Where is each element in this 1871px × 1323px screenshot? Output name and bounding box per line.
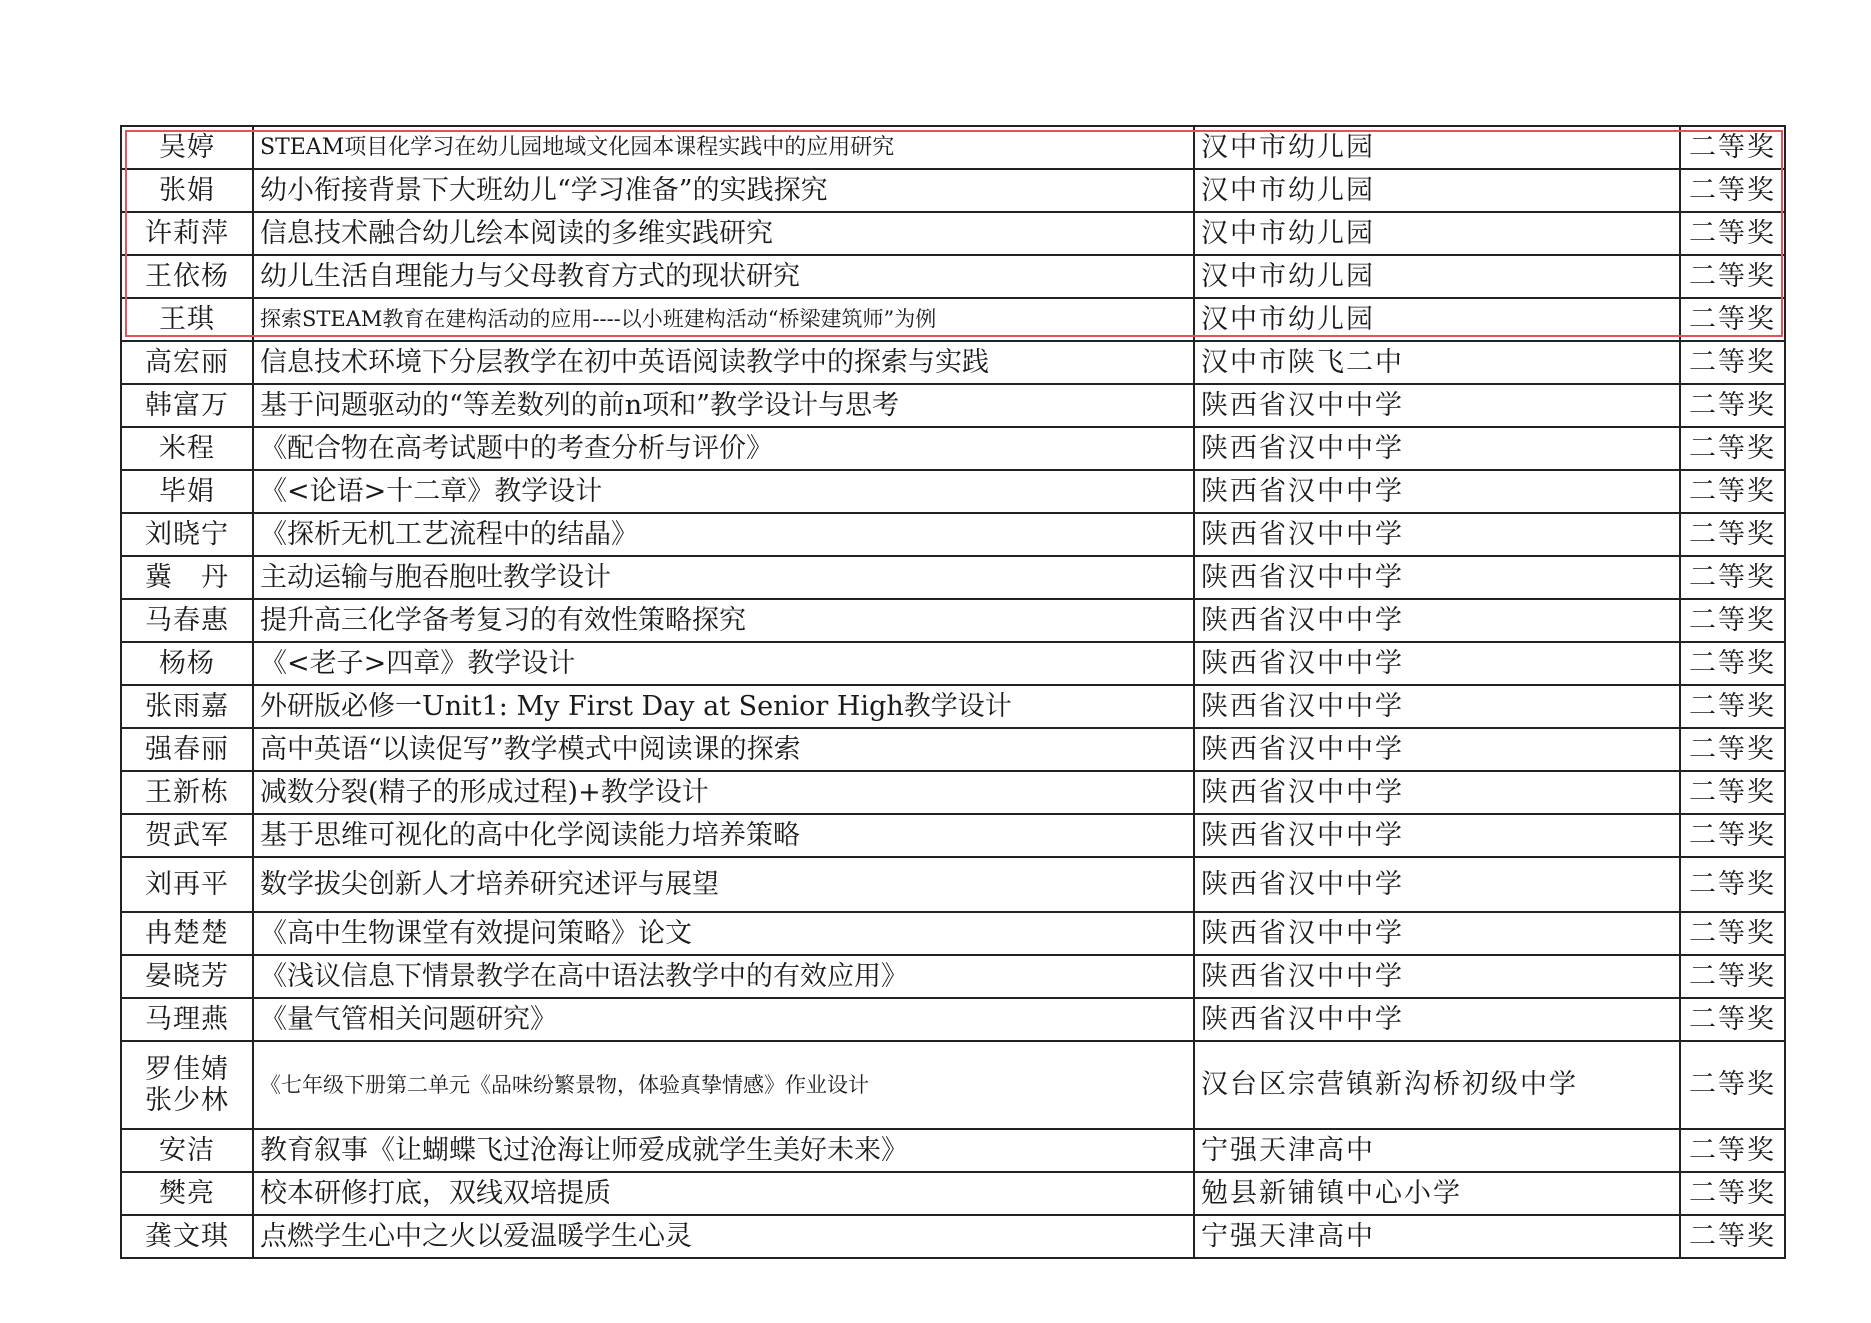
school-cell: 汉中市陕飞二中 bbox=[1194, 341, 1680, 384]
paper-title-cell: 信息技术环境下分层教学在初中英语阅读教学中的探索与实践 bbox=[253, 341, 1194, 384]
author-name: 冉楚楚 bbox=[145, 917, 229, 949]
paper-title-cell: 探索STEAM教育在建构活动的应用----以小班建构活动“桥梁建筑师”为例 bbox=[253, 298, 1194, 341]
school-cell: 陕西省汉中中学 bbox=[1194, 912, 1680, 955]
paper-title-cell: 提升高三化学备考复习的有效性策略探究 bbox=[253, 599, 1194, 642]
paper-title-cell: 《高中生物课堂有效提问策略》论文 bbox=[253, 912, 1194, 955]
name-cell bbox=[121, 126, 253, 169]
author-name: 王琪 bbox=[159, 303, 215, 335]
table-row bbox=[121, 255, 1785, 298]
school-cell: 陕西省汉中中学 bbox=[1194, 857, 1680, 912]
paper-title-cell: 基于问题驱动的“等差数列的前n项和”教学设计与思考 bbox=[253, 384, 1194, 427]
school-cell: 汉台区宗营镇新沟桥初级中学 bbox=[1194, 1041, 1680, 1129]
name-cell bbox=[121, 771, 253, 814]
award-cell: 二等奖 bbox=[1680, 1041, 1785, 1129]
author-name: 晏晓芳 bbox=[145, 960, 229, 992]
award-cell: 二等奖 bbox=[1680, 642, 1785, 685]
author-name: 强春丽 bbox=[145, 733, 229, 765]
award-cell: 二等奖 bbox=[1680, 255, 1785, 298]
name-cell bbox=[121, 255, 253, 298]
school-cell: 宁强天津高中 bbox=[1194, 1215, 1680, 1258]
author-name: 刘再平 bbox=[145, 868, 229, 900]
paper-title-cell: 信息技术融合幼儿绘本阅读的多维实践研究 bbox=[253, 212, 1194, 255]
table-row bbox=[121, 212, 1785, 255]
author-name: 米程 bbox=[159, 432, 215, 464]
paper-title-cell: 外研版必修一Unit1: My First Day at Senior High教学设计 bbox=[253, 685, 1194, 728]
award-cell: 二等奖 bbox=[1680, 998, 1785, 1041]
name-cell bbox=[121, 599, 253, 642]
award-cell: 二等奖 bbox=[1680, 384, 1785, 427]
name-cell bbox=[121, 556, 253, 599]
school-cell: 陕西省汉中中学 bbox=[1194, 998, 1680, 1041]
author-name: 吴婷 bbox=[159, 131, 215, 163]
table-row bbox=[121, 1172, 1785, 1215]
award-cell: 二等奖 bbox=[1680, 685, 1785, 728]
author-name: 罗佳婧 bbox=[145, 1053, 229, 1085]
author-name: 杨杨 bbox=[159, 647, 215, 679]
name-cell bbox=[121, 169, 253, 212]
paper-title-cell: 幼儿生活自理能力与父母教育方式的现状研究 bbox=[253, 255, 1194, 298]
name-cell bbox=[121, 728, 253, 771]
paper-title-cell: 减数分裂(精子的形成过程)+教学设计 bbox=[253, 771, 1194, 814]
school-cell: 陕西省汉中中学 bbox=[1194, 599, 1680, 642]
school-cell: 陕西省汉中中学 bbox=[1194, 685, 1680, 728]
author-name: 刘晓宁 bbox=[145, 518, 229, 550]
author-name: 许莉萍 bbox=[145, 217, 229, 249]
name-cell bbox=[121, 685, 253, 728]
award-cell: 二等奖 bbox=[1680, 1129, 1785, 1172]
author-name: 张娟 bbox=[159, 174, 215, 206]
table-row bbox=[121, 912, 1785, 955]
school-cell: 汉中市幼儿园 bbox=[1194, 298, 1680, 341]
name-cell bbox=[121, 1129, 253, 1172]
paper-title-cell: 《七年级下册第二单元《品味纷繁景物，体验真挚情感》作业设计 bbox=[253, 1041, 1194, 1129]
award-cell: 二等奖 bbox=[1680, 513, 1785, 556]
table-row bbox=[121, 1129, 1785, 1172]
table-row bbox=[121, 642, 1785, 685]
author-name: 张雨嘉 bbox=[145, 690, 229, 722]
table-row bbox=[121, 998, 1785, 1041]
paper-title-cell: 主动运输与胞吞胞吐教学设计 bbox=[253, 556, 1194, 599]
award-cell: 二等奖 bbox=[1680, 298, 1785, 341]
school-cell: 陕西省汉中中学 bbox=[1194, 955, 1680, 998]
author-name: 韩富万 bbox=[145, 389, 229, 421]
author-name: 龚文琪 bbox=[145, 1220, 229, 1252]
award-cell: 二等奖 bbox=[1680, 912, 1785, 955]
award-table bbox=[120, 125, 1786, 1259]
award-cell: 二等奖 bbox=[1680, 470, 1785, 513]
school-cell: 汉中市幼儿园 bbox=[1194, 212, 1680, 255]
name-cell bbox=[121, 1172, 253, 1215]
school-cell: 陕西省汉中中学 bbox=[1194, 814, 1680, 857]
paper-title-cell: 幼小衔接背景下大班幼儿“学习准备”的实践探究 bbox=[253, 169, 1194, 212]
author-name: 贺武军 bbox=[145, 819, 229, 851]
table-row bbox=[121, 814, 1785, 857]
award-cell: 二等奖 bbox=[1680, 1172, 1785, 1215]
name-cell bbox=[121, 513, 253, 556]
table-row bbox=[121, 298, 1785, 341]
paper-title-cell: 教育叙事《让蝴蝶飞过沧海让师爱成就学生美好未来》 bbox=[253, 1129, 1194, 1172]
school-cell: 陕西省汉中中学 bbox=[1194, 642, 1680, 685]
name-cell bbox=[121, 642, 253, 685]
name-cell bbox=[121, 998, 253, 1041]
school-cell: 勉县新铺镇中心小学 bbox=[1194, 1172, 1680, 1215]
name-cell bbox=[121, 212, 253, 255]
table-row bbox=[121, 955, 1785, 998]
table-row bbox=[121, 771, 1785, 814]
school-cell: 陕西省汉中中学 bbox=[1194, 728, 1680, 771]
author-name: 马春惠 bbox=[145, 604, 229, 636]
table-row bbox=[121, 341, 1785, 384]
author-name: 冀 丹 bbox=[145, 561, 229, 593]
award-cell: 二等奖 bbox=[1680, 556, 1785, 599]
school-cell: 宁强天津高中 bbox=[1194, 1129, 1680, 1172]
name-cell bbox=[121, 955, 253, 998]
award-table-body bbox=[121, 126, 1785, 1258]
table-row bbox=[121, 126, 1785, 169]
paper-title-cell: 数学拔尖创新人才培养研究述评与展望 bbox=[253, 857, 1194, 912]
name-cell bbox=[121, 814, 253, 857]
table-row bbox=[121, 470, 1785, 513]
author-name: 王新栋 bbox=[145, 776, 229, 808]
author-name: 安洁 bbox=[159, 1134, 215, 1166]
paper-title-cell: 《浅议信息下情景教学在高中语法教学中的有效应用》 bbox=[253, 955, 1194, 998]
paper-title-cell: 《量气管相关问题研究》 bbox=[253, 998, 1194, 1041]
table-row bbox=[121, 599, 1785, 642]
award-cell: 二等奖 bbox=[1680, 1215, 1785, 1258]
school-cell: 汉中市幼儿园 bbox=[1194, 169, 1680, 212]
school-cell: 陕西省汉中中学 bbox=[1194, 771, 1680, 814]
paper-title-cell: 《配合物在高考试题中的考查分析与评价》 bbox=[253, 427, 1194, 470]
table-row bbox=[121, 1041, 1785, 1129]
paper-title-cell: 高中英语“以读促写”教学模式中阅读课的探索 bbox=[253, 728, 1194, 771]
table-row bbox=[121, 857, 1785, 912]
paper-title-cell: 《<论语>十二章》教学设计 bbox=[253, 470, 1194, 513]
school-cell: 陕西省汉中中学 bbox=[1194, 384, 1680, 427]
award-cell: 二等奖 bbox=[1680, 427, 1785, 470]
award-cell: 二等奖 bbox=[1680, 169, 1785, 212]
name-cell bbox=[121, 912, 253, 955]
paper-title-cell: 基于思维可视化的高中化学阅读能力培养策略 bbox=[253, 814, 1194, 857]
name-cell bbox=[121, 1215, 253, 1258]
table-row bbox=[121, 1215, 1785, 1258]
table-row bbox=[121, 427, 1785, 470]
author-name: 马理燕 bbox=[145, 1003, 229, 1035]
author-name: 毕娟 bbox=[159, 475, 215, 507]
table-row bbox=[121, 169, 1785, 212]
school-cell: 汉中市幼儿园 bbox=[1194, 255, 1680, 298]
school-cell: 陕西省汉中中学 bbox=[1194, 556, 1680, 599]
name-cell bbox=[121, 427, 253, 470]
school-cell: 汉中市幼儿园 bbox=[1194, 126, 1680, 169]
school-cell: 陕西省汉中中学 bbox=[1194, 470, 1680, 513]
school-cell: 陕西省汉中中学 bbox=[1194, 513, 1680, 556]
award-cell: 二等奖 bbox=[1680, 955, 1785, 998]
paper-title-cell: 《探析无机工艺流程中的结晶》 bbox=[253, 513, 1194, 556]
award-cell: 二等奖 bbox=[1680, 771, 1785, 814]
paper-title-cell: STEAM项目化学习在幼儿园地域文化园本课程实践中的应用研究 bbox=[253, 126, 1194, 169]
table-row bbox=[121, 685, 1785, 728]
award-cell: 二等奖 bbox=[1680, 599, 1785, 642]
name-cell bbox=[121, 298, 253, 341]
table-row bbox=[121, 384, 1785, 427]
award-cell: 二等奖 bbox=[1680, 857, 1785, 912]
author-name: 高宏丽 bbox=[145, 346, 229, 378]
name-cell bbox=[121, 470, 253, 513]
award-cell: 二等奖 bbox=[1680, 126, 1785, 169]
author-name: 张少林 bbox=[145, 1085, 229, 1116]
school-cell: 陕西省汉中中学 bbox=[1194, 427, 1680, 470]
document-page bbox=[120, 125, 1784, 1259]
award-cell: 二等奖 bbox=[1680, 814, 1785, 857]
paper-title-cell: 点燃学生心中之火以爱温暖学生心灵 bbox=[253, 1215, 1194, 1258]
paper-title-cell: 校本研修打底，双线双培提质 bbox=[253, 1172, 1194, 1215]
name-cell bbox=[121, 384, 253, 427]
name-cell bbox=[121, 1041, 253, 1129]
author-name: 王依杨 bbox=[145, 260, 229, 292]
table-row bbox=[121, 513, 1785, 556]
paper-title-cell: 《<老子>四章》教学设计 bbox=[253, 642, 1194, 685]
table-row bbox=[121, 728, 1785, 771]
name-cell bbox=[121, 341, 253, 384]
name-cell bbox=[121, 857, 253, 912]
author-name: 樊亮 bbox=[159, 1177, 215, 1209]
award-cell: 二等奖 bbox=[1680, 728, 1785, 771]
award-cell: 二等奖 bbox=[1680, 341, 1785, 384]
table-row bbox=[121, 556, 1785, 599]
award-cell: 二等奖 bbox=[1680, 212, 1785, 255]
